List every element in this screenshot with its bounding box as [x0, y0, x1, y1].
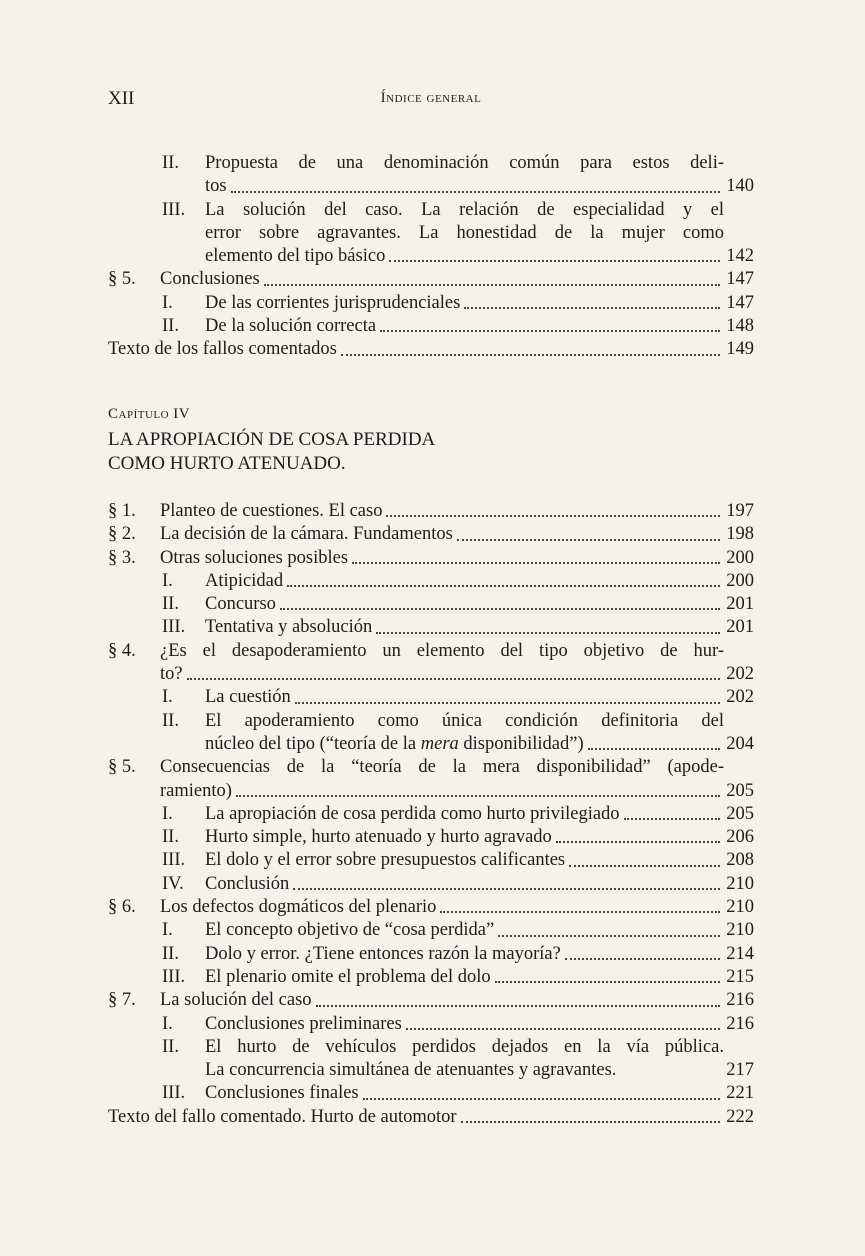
dot-leader [588, 748, 720, 750]
dot-leader [280, 608, 720, 610]
toc-entry-number: I. [162, 803, 173, 824]
toc-entry-number: § 2. [108, 524, 136, 545]
toc-entry [108, 152, 754, 199]
toc-entry-title: La decisión de la cámara. Fundamentos [160, 524, 453, 545]
toc-entry-number: II. [162, 1036, 179, 1057]
toc-entry-number: § 3. [108, 547, 136, 568]
toc-page-number: 217 [726, 1060, 754, 1081]
toc-entry-title: Otras soluciones posibles [160, 547, 349, 568]
toc-page-number: 149 [726, 339, 754, 360]
toc-entry-title: La cuestión [205, 687, 291, 708]
running-head [108, 88, 754, 114]
toc-entry-title-part: núcleo del tipo (“teoría de la [205, 733, 421, 754]
toc-page-number: 147 [726, 269, 754, 290]
toc-entry [108, 989, 754, 1012]
toc-entry-title-emphasis: mera [420, 733, 459, 754]
toc-page-number: 208 [726, 850, 754, 871]
toc-entry-title: El dolo y el error sobre presupuestos calificantes [205, 850, 566, 871]
toc-entry-title: Conclusión [205, 873, 290, 894]
toc-entry-title: Conclusiones finales [205, 1083, 359, 1104]
toc-entry-text-line: El apoderamiento como única condición definitoria del [205, 710, 724, 731]
toc-page-number: 216 [726, 990, 754, 1011]
toc-entry-number: II. [162, 316, 179, 337]
toc-entry-text-line: error sobre agravantes. La honestidad de la mujer como [205, 222, 724, 243]
toc-entry [108, 686, 754, 709]
toc-entry [108, 849, 754, 872]
chapter-title-line: COMO HURTO ATENUADO. [108, 453, 346, 474]
toc-page-number: 210 [726, 920, 754, 941]
toc-entry-title [205, 733, 584, 756]
toc-entry-title-part: disponibilidad”) [458, 733, 584, 754]
toc-entry-number: I. [162, 292, 173, 313]
toc-entry [108, 570, 754, 593]
toc-page-number: 204 [726, 733, 754, 754]
running-title: Índice general [380, 90, 482, 106]
toc-entry-title: Tentativa y absolución [205, 617, 373, 638]
toc-page-number: 202 [726, 687, 754, 708]
toc-entry-title: Atipicidad [205, 570, 284, 591]
dot-leader [316, 1005, 720, 1007]
toc-entry-number: I. [162, 920, 173, 941]
toc-page-number: 202 [726, 664, 754, 685]
dot-leader [380, 330, 720, 332]
dot-leader [389, 260, 720, 262]
toc-entry-number: § 4. [108, 640, 136, 661]
toc-entry [108, 1106, 754, 1129]
toc-page-number: 222 [726, 1106, 754, 1127]
toc-entry-title: La solución del caso [160, 990, 312, 1011]
toc-entry-number: II. [162, 943, 179, 964]
toc-entry-title: Hurto simple, hurto atenuado y hurto agravado [205, 827, 552, 848]
toc-entry [108, 756, 754, 803]
dot-leader [187, 678, 720, 680]
toc-entry [108, 1036, 754, 1083]
toc-page-number: 206 [726, 827, 754, 848]
toc-entry-number: III. [162, 966, 186, 987]
dot-leader [556, 841, 720, 843]
toc-entry [108, 873, 754, 896]
toc-page-number: 198 [726, 524, 754, 545]
toc-entry [108, 896, 754, 919]
dot-leader [457, 539, 720, 541]
dot-leader [236, 795, 720, 797]
toc-entry-title: Conclusiones preliminares [205, 1013, 402, 1034]
chapter-label: Capítulo IV [108, 406, 191, 422]
chapter-title [108, 428, 608, 476]
dot-leader [569, 865, 720, 867]
toc-entry [108, 593, 754, 616]
dot-leader [495, 981, 720, 983]
toc-entry [108, 943, 754, 966]
toc-page-number: 200 [726, 547, 754, 568]
dot-leader [498, 935, 720, 937]
toc-entry [108, 616, 754, 639]
toc-entry [108, 919, 754, 942]
toc-entry-number: § 7. [108, 990, 136, 1011]
dot-leader [440, 911, 720, 913]
toc-entry-number: II. [162, 827, 179, 848]
toc-page-number: 197 [726, 501, 754, 521]
toc-entry-number: III. [162, 199, 186, 220]
dot-leader [461, 1121, 720, 1123]
dot-leader [293, 888, 720, 890]
toc-entry-text-line: Consecuencias de la “teoría de la mera disponibilidad” (apode- [160, 757, 724, 778]
toc-entry [108, 966, 754, 989]
toc-entry [108, 1082, 754, 1105]
toc-section-chapter-iii-end [108, 152, 754, 362]
dot-leader [624, 818, 720, 820]
toc-entry [108, 315, 754, 338]
toc-section-chapter-iv [108, 500, 754, 1129]
toc-entry-text-line: La solución del caso. La relación de especialidad y el [205, 199, 724, 220]
toc-entry [108, 338, 754, 361]
toc-page-number: 210 [726, 897, 754, 918]
toc-entry-title: La concurrencia simultánea de atenuantes y agravantes. [205, 1060, 617, 1081]
toc-entry-number: II. [162, 710, 179, 731]
toc-entry-text-line: El hurto de vehículos perdidos dejados en la vía pública. [205, 1036, 724, 1057]
toc-entry-text-line: Propuesta de una denominación común para estos deli- [205, 153, 724, 173]
dot-leader [287, 585, 720, 587]
toc-entry [108, 640, 754, 687]
dot-leader [363, 1098, 720, 1100]
toc-entry-title: La apropiación de cosa perdida como hurto privilegiado [205, 803, 620, 824]
toc-page-number: 221 [726, 1083, 754, 1104]
toc-entry-title: ramiento) [160, 780, 232, 801]
toc-page-number: 140 [726, 176, 754, 197]
toc-entry [108, 547, 754, 570]
dot-leader [376, 632, 720, 634]
toc-entry-title: tos [205, 176, 227, 197]
toc-entry-number: II. [162, 153, 179, 173]
toc-entry-title: Concurso [205, 594, 276, 615]
toc-page-number: 205 [726, 780, 754, 801]
dot-leader [386, 515, 720, 517]
toc-page-number: 214 [726, 943, 754, 964]
toc-entry [108, 1013, 754, 1036]
toc-page-number: 201 [726, 594, 754, 615]
toc-entry-number: III. [162, 1083, 186, 1104]
toc-entry-title: Conclusiones [160, 269, 260, 290]
chapter-title-line: LA APROPIACIÓN DE COSA PERDIDA [108, 429, 436, 450]
toc-entry-title: Planteo de cuestiones. El caso [160, 501, 383, 521]
toc-page-number: 201 [726, 617, 754, 638]
toc-entry [108, 710, 754, 757]
toc-entry-number: I. [162, 570, 173, 591]
dot-leader [352, 562, 720, 564]
toc-entry-number: I. [162, 687, 173, 708]
toc-entry-number: III. [162, 617, 186, 638]
toc-entry-title: Los defectos dogmáticos del plenario [160, 897, 437, 918]
toc-entry-title: elemento del tipo básico [205, 246, 386, 267]
toc-entry-title: Texto de los fallos comentados [108, 339, 337, 360]
dot-leader [406, 1028, 720, 1030]
toc-page-number: 200 [726, 570, 754, 591]
dot-leader [565, 958, 720, 960]
toc-entry-text-line: ¿Es el desapoderamiento un elemento del tipo objetivo de hur- [160, 640, 724, 661]
toc-entry-number: § 5. [108, 269, 136, 290]
toc-entry-number: § 6. [108, 897, 136, 918]
toc-entry [108, 523, 754, 546]
toc-entry [108, 826, 754, 849]
dot-leader [295, 702, 720, 704]
toc-entry-title: De las corrientes jurisprudenciales [205, 292, 461, 313]
toc-entry-title: El concepto objetivo de “cosa perdida” [205, 920, 495, 941]
toc-entry-title: to? [160, 664, 183, 685]
toc-entry-number: II. [162, 594, 179, 615]
toc-entry-number: § 5. [108, 757, 136, 778]
dot-leader [464, 307, 720, 309]
toc-page-number: 142 [726, 246, 754, 267]
toc-entry [108, 500, 754, 523]
dot-leader [264, 284, 720, 286]
toc-page-number: 147 [726, 292, 754, 313]
toc-page-number: 148 [726, 316, 754, 337]
toc-entry [108, 803, 754, 826]
toc-entry-title: Texto del fallo comentado. Hurto de automotor [108, 1106, 457, 1127]
toc-page-number: 216 [726, 1013, 754, 1034]
toc-entry-number: III. [162, 850, 186, 871]
toc-entry-title: Dolo y error. ¿Tiene entonces razón la mayoría? [205, 943, 561, 964]
toc-entry [108, 199, 754, 269]
dot-leader [231, 191, 720, 193]
dot-leader [341, 354, 720, 356]
toc-page-number: 210 [726, 873, 754, 894]
toc-page-number: 205 [726, 803, 754, 824]
toc-page-number: 215 [726, 966, 754, 987]
toc-entry-number: § 1. [108, 501, 136, 521]
toc-entry [108, 292, 754, 315]
toc-entry-number: I. [162, 1013, 173, 1034]
folio: XII [108, 88, 135, 109]
toc-entry [108, 268, 754, 291]
toc-entry-title: De la solución correcta [205, 316, 377, 337]
toc-entry-title: El plenario omite el problema del dolo [205, 966, 491, 987]
toc-entry-number: IV. [162, 873, 184, 894]
